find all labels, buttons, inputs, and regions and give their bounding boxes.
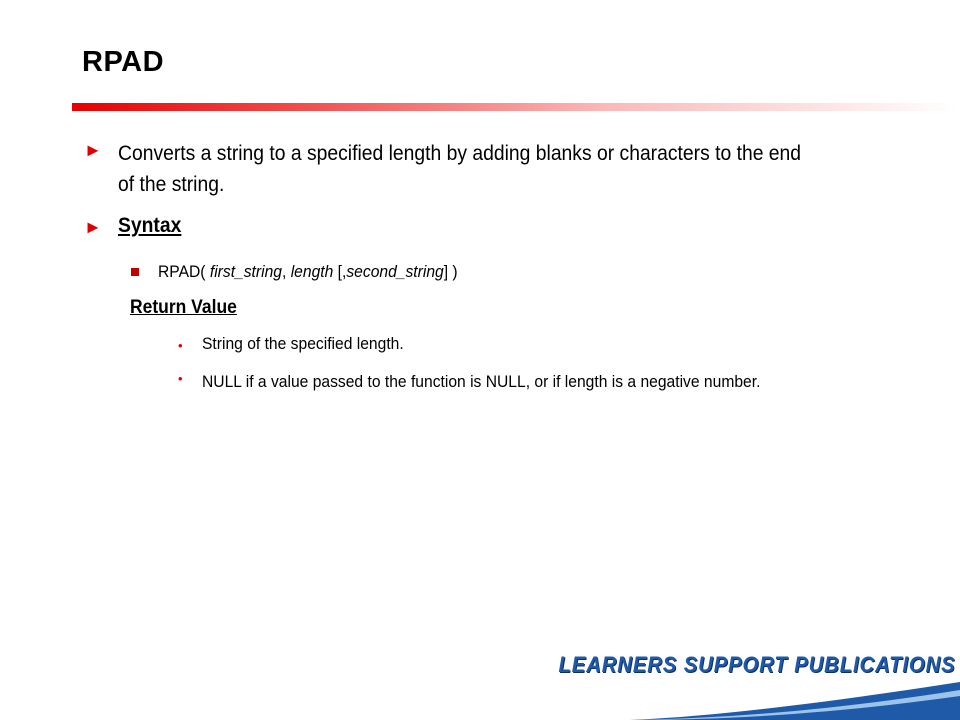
syntax-heading: Syntax bbox=[118, 214, 182, 237]
syntax-prefix: RPAD( bbox=[158, 262, 210, 281]
square-bullet-icon bbox=[131, 268, 139, 276]
syntax-line bbox=[158, 262, 458, 282]
syntax-arg-second-string: second_string bbox=[346, 262, 444, 281]
dot-bullet-icon: • bbox=[178, 371, 183, 386]
return-value-heading: Return Value bbox=[130, 297, 237, 318]
syntax-arg-first-string: first_string bbox=[209, 262, 282, 281]
bullet-description: Converts a string to a specified length by adding blanks or characters to the end of the string. bbox=[118, 142, 802, 196]
syntax-suffix: ] ) bbox=[443, 262, 458, 281]
logo-swoosh-icon bbox=[630, 676, 960, 720]
publisher-logo: LEARNERS SUPPORT PUBLICATIONS bbox=[558, 652, 956, 677]
return-item: String of the specified length. bbox=[202, 334, 404, 353]
syntax-sep-1: , bbox=[281, 262, 291, 281]
title-divider bbox=[72, 103, 960, 111]
right-triangle-arrow-icon: ► bbox=[84, 217, 102, 237]
syntax-arg-length: length bbox=[290, 262, 334, 281]
return-item: NULL if a value passed to the function is NULL, or if length is a negative number. bbox=[202, 372, 761, 391]
syntax-sep-2: [, bbox=[333, 262, 347, 281]
right-triangle-arrow-icon: ► bbox=[84, 140, 102, 160]
slide-title: RPAD bbox=[82, 46, 165, 78]
dot-bullet-icon: • bbox=[178, 338, 183, 353]
